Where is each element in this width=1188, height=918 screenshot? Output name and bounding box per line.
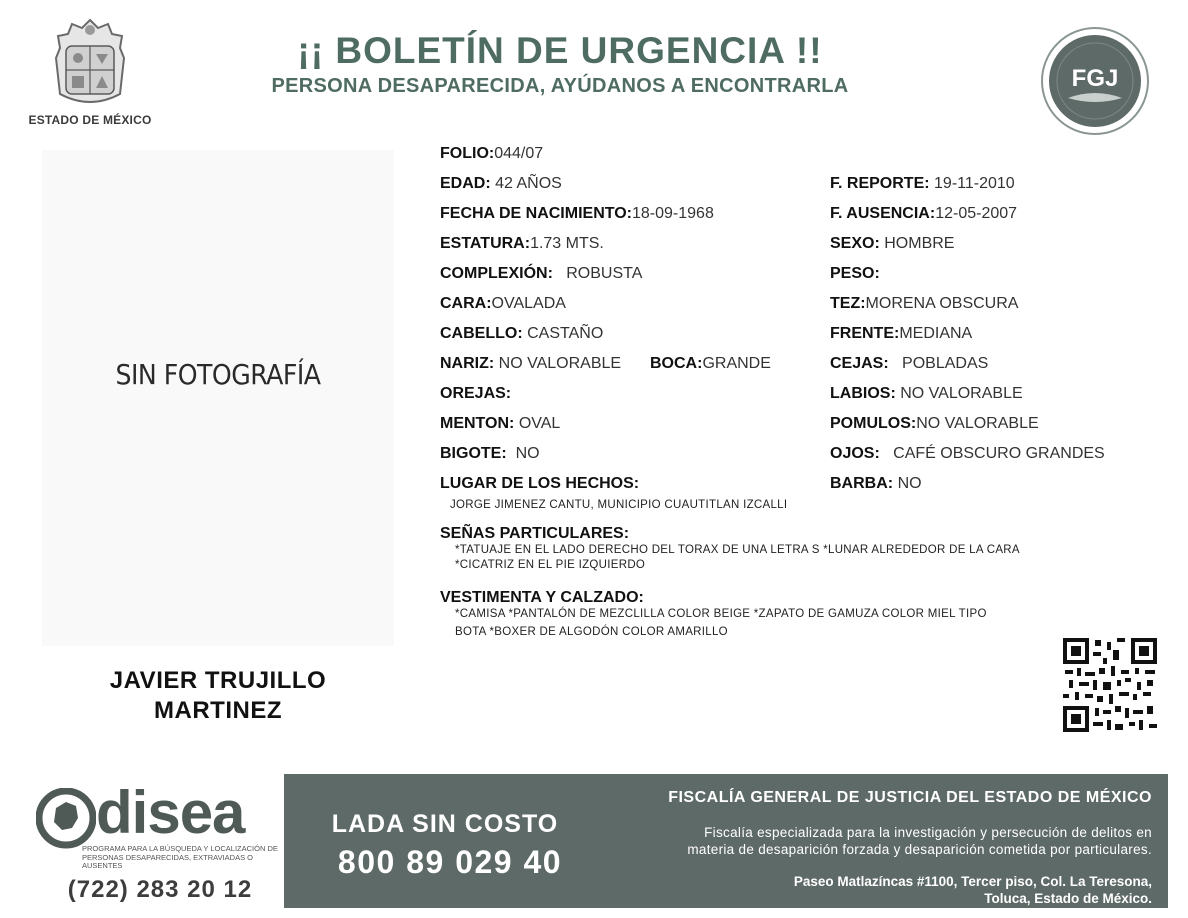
field-edad: EDAD: 42 AÑOS xyxy=(440,175,562,192)
field-fecha-nacimiento: FECHA DE NACIMIENTO:18-09-1968 xyxy=(440,205,714,222)
field-menton: MENTON: OVAL xyxy=(440,415,561,432)
qr-code-icon[interactable] xyxy=(1063,638,1157,732)
field-cejas: CEJAS: POBLADAS xyxy=(830,355,989,372)
field-tez: TEZ:MORENA OBSCURA xyxy=(830,295,1019,312)
address-line-1: Paseo Matlazíncas #1100, Tercer piso, Col. La Teresona, xyxy=(793,874,1152,889)
field-pomulos: POMULOS:NO VALORABLE xyxy=(830,415,1039,432)
senas-line-2: *CICATRIZ EN EL PIE IZQUIERDO xyxy=(455,559,646,571)
bulletin-subtitle: PERSONA DESAPARECIDA, AYÚDANOS A ENCONTRARLA xyxy=(271,75,849,97)
vestimenta-line-2: BOTA *BOXER DE ALGODÓN COLOR AMARILLO xyxy=(455,626,728,638)
field-complexion: COMPLEXIÓN: ROBUSTA xyxy=(440,265,643,282)
address-line-2: Toluca, Estado de México. xyxy=(984,891,1152,906)
field-peso: PESO: xyxy=(830,265,880,282)
odisea-description: PROGRAMA PARA LA BÚSQUEDA Y LOCALIZACIÓN DE PERSONAS DESAPARECIDAS, EXTRAVIADAS O AUSENTES xyxy=(82,844,278,870)
bulletin-title: ¡¡ BOLETÍN DE URGENCIA !! xyxy=(297,30,823,71)
field-nariz: NARIZ: NO VALORABLE xyxy=(440,355,622,372)
field-labios: LABIOS: NO VALORABLE xyxy=(830,385,1023,402)
field-boca: BOCA:GRANDE xyxy=(650,355,771,372)
missing-person-name xyxy=(42,666,394,726)
odisea-map-icon xyxy=(36,788,96,850)
fiscalia-description xyxy=(600,824,1152,858)
vestimenta-line-1: *CAMISA *PANTALÓN DE MEZCLILLA COLOR BEIGE *ZAPATO DE GAMUZA COLOR MIEL TIPO xyxy=(455,608,987,620)
vestimenta-label: VESTIMENTA Y CALZADO: xyxy=(440,589,644,606)
field-bigote: BIGOTE: NO xyxy=(440,445,540,462)
senas-line-1: *TATUAJE EN EL LADO DERECHO DEL TORAX DE UNA LETRA S *LUNAR ALREDEDOR DE LA CARA xyxy=(455,544,1020,556)
field-cabello: CABELLO: CASTAÑO xyxy=(440,325,604,342)
field-sexo: SEXO: HOMBRE xyxy=(830,235,955,252)
photo-placeholder xyxy=(42,150,394,646)
fiscalia-address xyxy=(600,873,1152,907)
name-line-2: MARTINEZ xyxy=(154,697,282,724)
field-estatura: ESTATURA:1.73 MTS. xyxy=(440,235,604,252)
field-frente: FRENTE:MEDIANA xyxy=(830,325,973,342)
fiscalia-description-line-1: Fiscalía especializada para la investigación y persecución de delitos en xyxy=(704,825,1152,840)
fiscalia-name: FISCALÍA GENERAL DE JUSTICIA DEL ESTADO DE MÉXICO xyxy=(668,789,1152,806)
field-lugar-label: LUGAR DE LOS HECHOS: xyxy=(440,475,640,492)
toll-free-number[interactable]: 800 89 029 40 xyxy=(337,844,563,880)
toll-free-label: LADA SIN COSTO xyxy=(331,810,559,838)
fiscalia-description-line-2: materia de desaparición forzada y desaparición cometida por particulares. xyxy=(687,842,1152,857)
svg-text:FGJ: FGJ xyxy=(1071,65,1119,92)
field-f-reporte: F. REPORTE: 19-11-2010 xyxy=(830,175,1015,192)
odisea-phone[interactable]: (722) 283 20 12 xyxy=(67,876,253,903)
field-ojos: OJOS: CAFÉ OBSCURO GRANDES xyxy=(830,445,1105,462)
field-cara: CARA:OVALADA xyxy=(440,295,566,312)
estado-de-mexico-seal-icon xyxy=(50,18,130,110)
fgj-logo-icon xyxy=(1040,26,1150,136)
odisea-wordmark: disea xyxy=(96,779,245,846)
field-barba: BARBA: NO xyxy=(830,475,922,492)
name-line-1: JAVIER TRUJILLO xyxy=(109,667,327,694)
estado-de-mexico-label: ESTADO DE MÉXICO xyxy=(28,113,152,127)
senas-label: SEÑAS PARTICULARES: xyxy=(440,525,630,542)
field-folio: FOLIO:044/07 xyxy=(440,145,544,162)
field-lugar-value: JORGE JIMENEZ CANTU, MUNICIPIO CUAUTITLAN IZCALLI xyxy=(450,499,788,511)
field-f-ausencia: F. AUSENCIA:12-05-2007 xyxy=(830,205,1018,222)
field-orejas: OREJAS: xyxy=(440,385,512,402)
no-photo-text: SIN FOTOGRAFÍA xyxy=(115,358,321,391)
